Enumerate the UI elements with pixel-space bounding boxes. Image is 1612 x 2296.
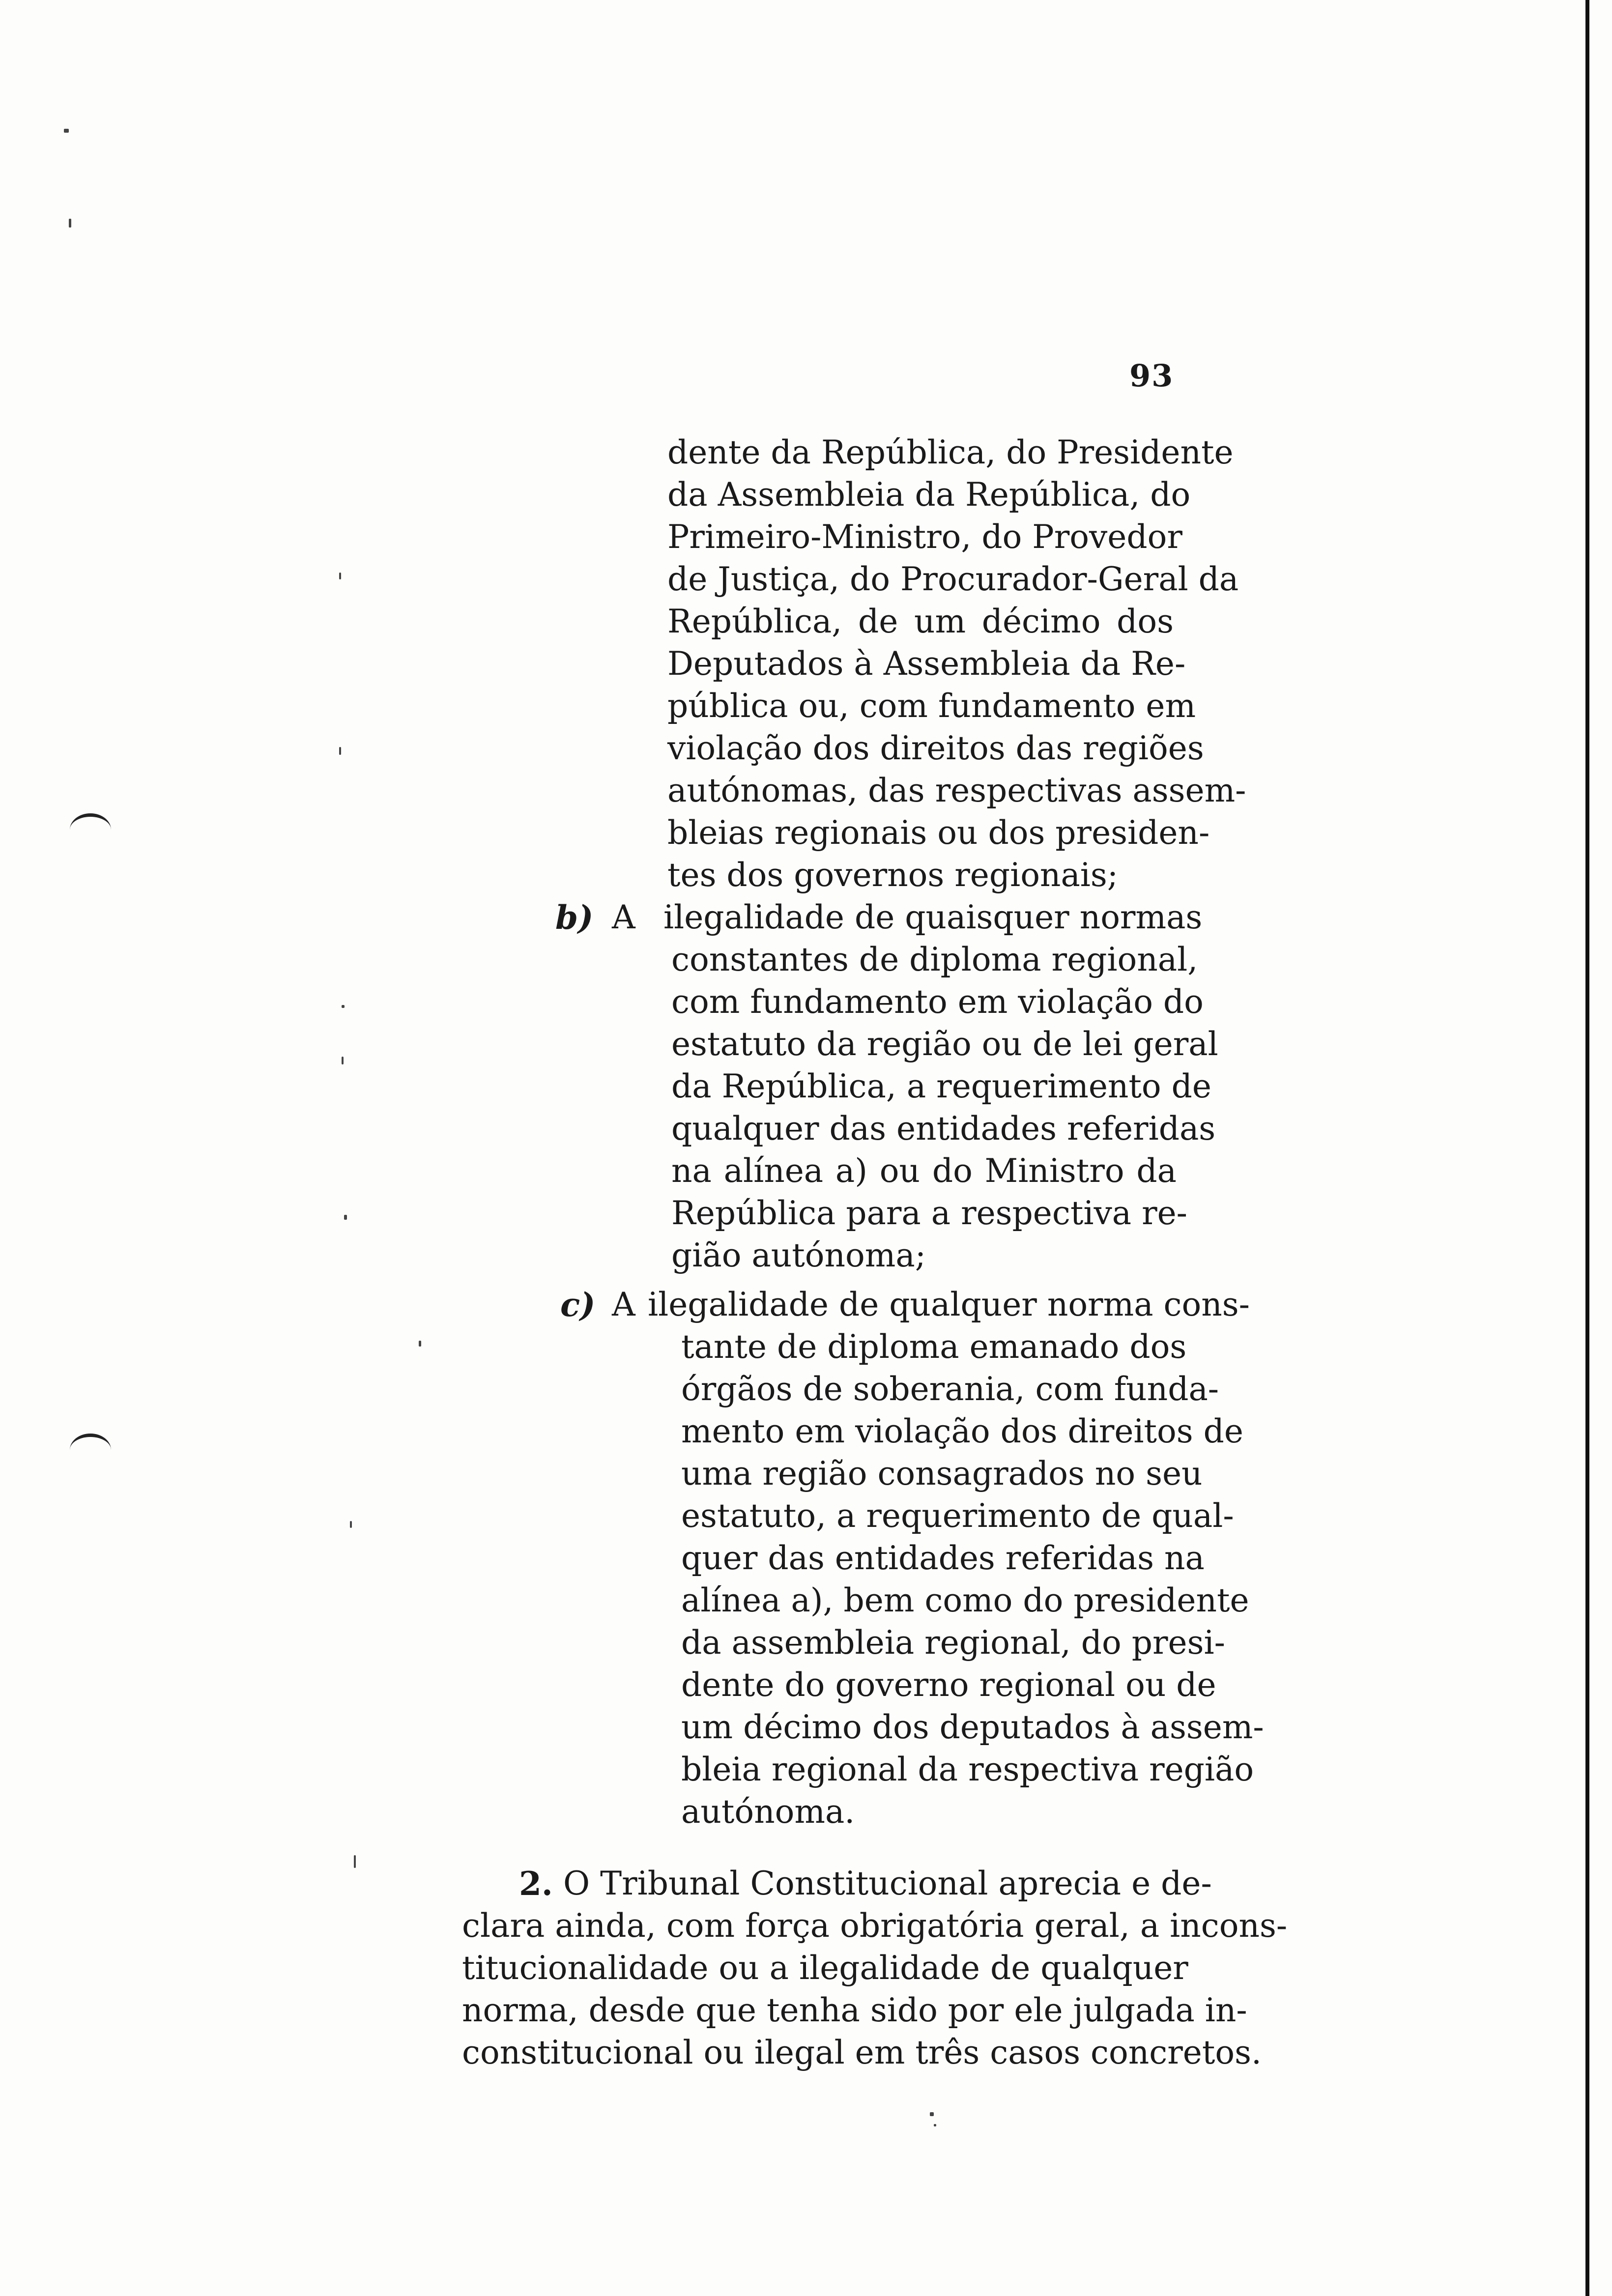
scan-speck	[344, 1215, 347, 1220]
text-line: dente da República, do Presidente	[667, 433, 1234, 471]
text-line: de Justiça, do Procurador-Geral da	[667, 560, 1239, 598]
text-line: estatuto da região ou de lei geral	[671, 1025, 1218, 1063]
clause-letter: c)	[560, 1286, 596, 1324]
paragraph-number: 2.	[519, 1865, 553, 1903]
text-line: uma região consagrados no seu	[681, 1455, 1203, 1492]
text-line: um décimo dos deputados à assem-	[681, 1708, 1264, 1746]
clause-c-first-word: A	[612, 1286, 635, 1323]
punch-hole-mark	[70, 813, 111, 846]
text-line: Deputados à Assembleia da Re-	[667, 645, 1186, 683]
clause-letter: b)	[555, 898, 594, 937]
text-line: pública ou, com fundamento em	[667, 687, 1196, 725]
text-line: autónoma.	[681, 1793, 855, 1831]
scan-speck	[350, 1521, 352, 1528]
text-line: ilegalidade de quaisquer normas	[663, 898, 1203, 936]
text-line: tante de diploma emanado dos	[681, 1328, 1187, 1366]
text-line: norma, desde que tenha sido por ele julgada in-	[462, 1991, 1247, 2029]
text-line: mento em violação dos direitos de	[681, 1412, 1243, 1450]
scan-speck	[930, 2112, 934, 2116]
text-line: Primeiro-Ministro, do Provedor	[667, 518, 1182, 556]
text-line: bleia regional da respectiva região	[681, 1751, 1254, 1788]
page-number: 93	[1129, 358, 1174, 394]
text-line: República para a respectiva re-	[671, 1194, 1187, 1232]
scan-speck	[419, 1341, 421, 1347]
punch-hole-mark	[70, 1434, 111, 1466]
page-edge-rule	[1585, 0, 1589, 2296]
scan-speck	[342, 1005, 345, 1008]
text-line: autónomas, das respectivas assem-	[667, 772, 1246, 809]
text-line: com fundamento em violação do	[671, 983, 1204, 1021]
scan-speck	[342, 1057, 344, 1064]
text-line: titucionalidade ou a ilegalidade de qualquer	[462, 1949, 1188, 1987]
text-line: alínea a), bem como do presidente	[681, 1581, 1249, 1619]
scan-speck	[339, 573, 341, 579]
scan-speck	[934, 2124, 936, 2126]
text-line: na alínea a) ou do Ministro da	[671, 1152, 1177, 1190]
text-line: bleias regionais ou dos presiden-	[667, 814, 1210, 852]
text-line: ilegalidade de qualquer norma cons-	[648, 1286, 1250, 1323]
scan-speck	[69, 219, 71, 228]
scan-speck	[339, 747, 341, 755]
text-line: da República, a requerimento de	[671, 1067, 1211, 1105]
text-line: tes dos governos regionais;	[667, 856, 1119, 894]
text-line: dente do governo regional ou de	[681, 1666, 1216, 1704]
clause-c-marker	[560, 1284, 595, 1326]
clause-b-marker	[555, 896, 593, 939]
text-line: da assembleia regional, do presi-	[681, 1624, 1225, 1662]
scan-speck	[64, 129, 69, 133]
text-line: gião autónoma;	[671, 1236, 926, 1274]
text-line: qualquer das entidades referidas	[671, 1110, 1216, 1148]
clause-b-first-word: A	[612, 898, 635, 936]
text-line: violação dos direitos das regiões	[667, 729, 1204, 767]
text-line: O Tribunal Constitucional aprecia e de-	[563, 1865, 1212, 1902]
text-line: República, de um décimo dos	[667, 603, 1174, 640]
scan-speck	[354, 1855, 356, 1868]
text-line: órgãos de soberania, com funda-	[681, 1370, 1219, 1408]
text-line: estatuto, a requerimento de qual-	[681, 1497, 1234, 1535]
text-line: da Assembleia da República, do	[667, 476, 1191, 514]
text-line: clara ainda, com força obrigatória geral, a incons-	[462, 1907, 1288, 1945]
text-line: constantes de diploma regional,	[671, 941, 1198, 978]
text-line: constitucional ou ilegal em três casos concretos.	[462, 2034, 1262, 2071]
text-line: quer das entidades referidas na	[681, 1539, 1205, 1577]
